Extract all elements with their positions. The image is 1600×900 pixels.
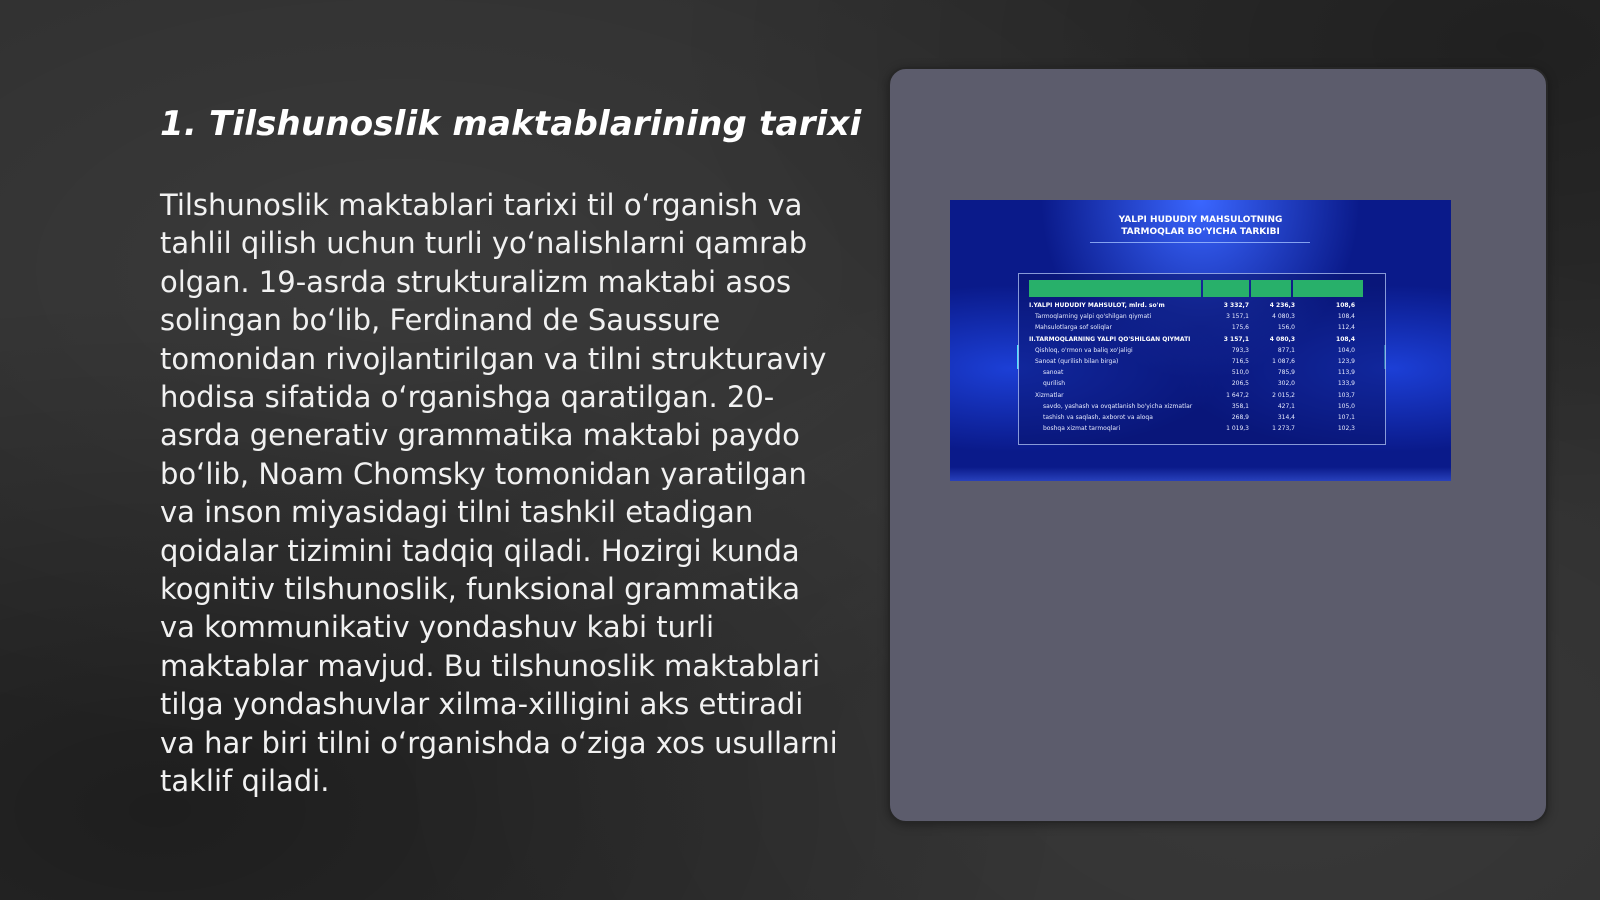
tv-heading-line1: YALPI HUDUDIY MAHSULOTNING bbox=[1118, 215, 1283, 225]
tv-table-row bbox=[1029, 414, 1379, 425]
tv-table-row bbox=[1029, 347, 1379, 358]
tv-table-row bbox=[1029, 336, 1379, 347]
tv-row-value-1: 358,1 bbox=[1231, 402, 1249, 410]
tv-data-table bbox=[1018, 273, 1386, 445]
tv-table-row bbox=[1029, 324, 1379, 335]
tv-row-value-1: 175,6 bbox=[1231, 324, 1249, 332]
tv-row-value-3: 105,0 bbox=[1337, 402, 1355, 410]
tv-row-value-1: 1 647,2 bbox=[1226, 391, 1249, 399]
tv-row-value-2: 1 273,7 bbox=[1272, 425, 1295, 433]
tv-table-header-cell bbox=[1293, 280, 1363, 297]
tv-table-header-cell bbox=[1251, 280, 1291, 297]
tv-row-value-3: 108,4 bbox=[1336, 335, 1355, 343]
tv-row-value-1: 3 157,1 bbox=[1226, 313, 1249, 321]
tv-row-value-3: 102,3 bbox=[1337, 425, 1355, 433]
tv-row-label: Qishloq, o'rmon va baliq xo'jaligi bbox=[1035, 346, 1133, 354]
tv-row-value-3: 108,6 bbox=[1336, 302, 1355, 309]
tv-row-label: qurilish bbox=[1043, 380, 1066, 388]
tv-table-row bbox=[1029, 369, 1379, 380]
tv-table-row bbox=[1029, 403, 1379, 414]
tv-row-value-2: 427,1 bbox=[1277, 402, 1295, 410]
tv-table-rows bbox=[1029, 302, 1379, 436]
tv-row-label: tashish va saqlash, axborot va aloqa bbox=[1043, 413, 1153, 421]
tv-row-label: I.YALPI HUDUDIY MAHSULOT, mlrd. so'm bbox=[1029, 302, 1165, 309]
tv-row-value-3: 112,4 bbox=[1337, 324, 1355, 332]
tv-table-row bbox=[1029, 380, 1379, 391]
tv-screenshot-image bbox=[950, 200, 1451, 481]
tv-row-value-2: 785,9 bbox=[1277, 369, 1295, 377]
tv-row-label: Tarmoqlarning yalpi qo'shilgan qiymati bbox=[1035, 313, 1152, 321]
tv-row-value-1: 268,9 bbox=[1231, 413, 1249, 421]
tv-row-value-1: 1 019,3 bbox=[1226, 425, 1249, 433]
tv-row-label: Mahsulotlarga sof soliqlar bbox=[1035, 324, 1112, 332]
tv-row-value-1: 3 332,7 bbox=[1223, 302, 1249, 309]
tv-row-label: sanoat bbox=[1043, 369, 1064, 377]
tv-row-label: boshqa xizmat tarmoqlari bbox=[1043, 425, 1121, 433]
tv-row-value-2: 4 236,3 bbox=[1269, 302, 1295, 309]
slide-title: 1. Tilshunoslik maktablarining tarixi bbox=[160, 104, 862, 144]
tv-row-label: II.TARMOQLARNING YALPI QO'SHILGAN QIYMATI bbox=[1029, 335, 1191, 343]
tv-table-header-cell bbox=[1029, 280, 1201, 297]
tv-row-value-2: 302,0 bbox=[1277, 380, 1295, 388]
tv-row-value-3: 103,7 bbox=[1337, 391, 1355, 399]
tv-bottom-ticker bbox=[950, 467, 1451, 481]
tv-row-value-3: 133,9 bbox=[1337, 380, 1355, 388]
tv-row-value-3: 113,9 bbox=[1337, 369, 1355, 377]
tv-row-value-3: 108,4 bbox=[1337, 313, 1355, 321]
tv-row-value-2: 156,0 bbox=[1277, 324, 1295, 332]
slide-body-text: Tilshunoslik maktablari tarixi til o‘rganish va tahlil qilish uchun turli yo‘nalishlarni qamrab olgan. 19-asrda strukturalizm maktabi asos solingan bo‘lib, Ferdinand de Saussure tomonidan rivojlantirilgan va tilni strukturaviy hodisa sifatida o‘rganishga qaratilgan. 20-asrda generativ grammatika maktabi paydo bo‘lib, Noam Chomsky tomonidan yaratilgan va inson miyasidagi tilni tashkil etadigan qoidalar tizimini tadqiq qiladi. Hozirgi kunda kognitiv tilshunoslik, funksional grammatika va kommunikativ yondashuv kabi turli maktablar mavjud. Bu tilshunoslik maktablari tilga yondashuvlar xilma-xilligini aks ettiradi va har biri tilni o‘rganishda o‘ziga xos usullarni taklif qiladi. bbox=[160, 188, 838, 799]
tv-table-header bbox=[1029, 280, 1377, 297]
tv-row-value-1: 3 157,1 bbox=[1223, 335, 1249, 343]
tv-table-row bbox=[1029, 302, 1379, 313]
tv-row-value-1: 793,3 bbox=[1231, 346, 1249, 354]
tv-heading bbox=[950, 214, 1451, 238]
tv-row-label: Xizmatlar bbox=[1035, 391, 1064, 399]
tv-row-label: savdo, yashash va ovqatlanish bo'yicha xizmatlar bbox=[1043, 402, 1193, 410]
tv-row-value-1: 716,5 bbox=[1231, 357, 1249, 365]
tv-row-value-3: 107,1 bbox=[1337, 413, 1355, 421]
tv-row-value-2: 4 080,3 bbox=[1269, 335, 1295, 343]
tv-row-value-2: 877,1 bbox=[1277, 346, 1295, 354]
tv-row-value-1: 206,5 bbox=[1231, 380, 1249, 388]
tv-row-value-3: 123,9 bbox=[1337, 357, 1355, 365]
tv-row-value-2: 2 015,2 bbox=[1272, 391, 1295, 399]
tv-row-value-3: 104,0 bbox=[1337, 346, 1355, 354]
tv-table-row bbox=[1029, 313, 1379, 324]
tv-row-value-2: 314,4 bbox=[1277, 413, 1295, 421]
tv-heading-line2: TARMOQLAR BO‘YICHA TARKIBI bbox=[1121, 227, 1280, 237]
tv-table-header-cell bbox=[1203, 280, 1249, 297]
tv-row-value-1: 510,0 bbox=[1231, 369, 1249, 377]
tv-row-value-2: 1 087,6 bbox=[1272, 357, 1295, 365]
tv-table-row bbox=[1029, 392, 1379, 403]
tv-row-value-2: 4 080,3 bbox=[1272, 313, 1295, 321]
tv-row-label: Sanoat (qurilish bilan birga) bbox=[1035, 357, 1119, 365]
tv-table-row bbox=[1029, 425, 1379, 436]
tv-table-row bbox=[1029, 358, 1379, 369]
tv-heading-underline bbox=[1090, 242, 1310, 243]
